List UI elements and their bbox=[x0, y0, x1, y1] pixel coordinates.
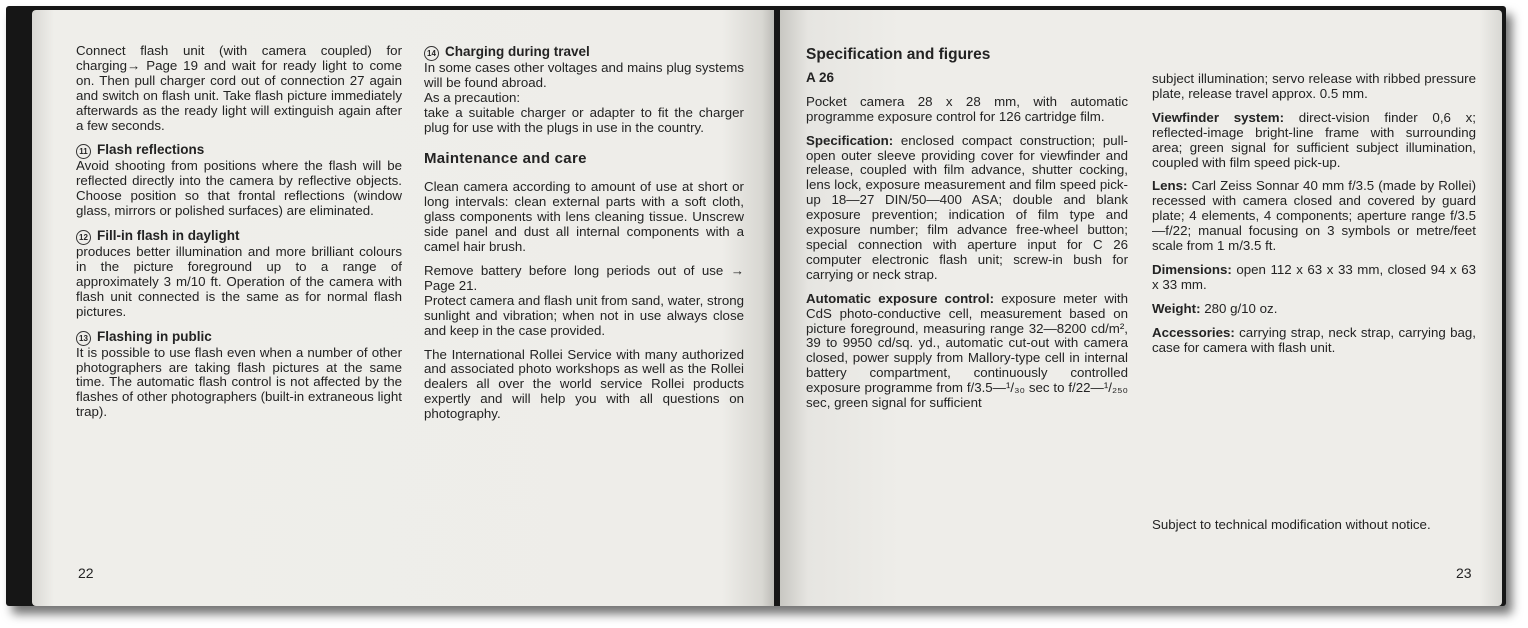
maintenance-paragraph-1: Clean camera according to amount of use at short or long intervals: clean external parts with a soft cloth, glass components with lens cleaning tissue. Unscrew side panel and dust all internal components with a camel hair brush. bbox=[424, 179, 744, 255]
spec-auto-exposure: Automatic exposure control: exposure meter with CdS photo-conductive cell, measurement based on picture foreground, measuring range 32—8200 cd/m², 39 to 9950 cd/sq. yd., automatic cut-out with camera closed, power supply from Mallory-type cell in internal battery compartment, continuously controlled exposure programme from f/3.5—¹/₃₀ sec to f/22—¹/₂₅₀ sec, green signal for sufficient bbox=[806, 290, 1129, 411]
left-page-column-1 bbox=[76, 44, 402, 429]
technical-notice: Subject to technical modification without notice. bbox=[1152, 517, 1431, 532]
spec-weight: Weight: 280 g/10 oz. bbox=[1152, 300, 1278, 316]
spec-viewfinder: Viewfinder system: direct-vision finder 0,6 x; reflected-image bright-line frame with surrounding area; green signal for sufficient subject illumination, coupled with film speed pick-up. bbox=[1152, 109, 1476, 170]
page-number-left: 22 bbox=[78, 565, 94, 581]
maintenance-protect-text: Protect camera and flash unit from sand, water, strong sunlight and vibration; when not in use always close and keep in the case provided. bbox=[424, 292, 744, 338]
fill-in-flash-text: produces better illumination and more brilliant colours in the picture foreground up to a range of approximately 3 m/10 ft. Operation of the camera with flash unit connected is the same as for normal flash pictures. bbox=[76, 244, 402, 319]
section-heading-charging-travel: 14 Charging during travel bbox=[424, 44, 744, 61]
right-page-notice-block bbox=[1152, 518, 1476, 542]
charging-precaution-label: As a precaution: bbox=[424, 89, 521, 105]
circled-number-13-icon: 13 bbox=[76, 331, 91, 346]
spec-continued: subject illumination; servo release with ribbed pressure plate, release travel approx. 0.5 mm. bbox=[1152, 71, 1476, 101]
flash-reflections-text: Avoid shooting from positions where the flash will be reflected directly into the camera by reflective objects. Choose position so that frontal reflections (window glass, mirrors or polished surfaces) are eliminated. bbox=[76, 158, 402, 219]
model-name: A 26 bbox=[806, 69, 835, 85]
flash-charging-intro: Connect flash unit (with camera coupled) for charging→ Page 19 and wait for ready light to come on. Then pull charger cord out of connection 27 again and switch on flash unit. Take flash picture immediately afterwards as the ready light will extinguish again after a few seconds. bbox=[76, 43, 402, 133]
page-number-right: 23 bbox=[1456, 565, 1472, 581]
right-page-column-1 bbox=[806, 48, 1128, 420]
left-page-column-2 bbox=[424, 44, 744, 431]
spec-specification: Specification: enclosed compact construction; pull-open outer sleeve providing cover for viewfinder and release, coupled with film advance, shutter cocking, lens lock, exposure measurement and film speed pick-up 18—27 DIN/50—400 ASA; double and blank exposure prevention; indication of film type and exposure number; film advance free-wheel button; special connection with aperture input for C 26 computer electronic flash unit; screw-in bush for carrying or neck strap. bbox=[806, 132, 1128, 282]
left-page bbox=[32, 10, 774, 606]
charging-travel-text: In some cases other voltages and mains plug systems will be found abroad. bbox=[424, 60, 744, 90]
book-scan bbox=[6, 6, 1506, 606]
flashing-in-public-text: It is possible to use flash even when a number of other photographers are taking flash pictures at the same time. The automatic flash control is not affected by the flashes of other photographers (built-in extraneous light trap). bbox=[76, 344, 402, 420]
maintenance-title: Maintenance and care bbox=[424, 149, 587, 167]
spec-intro: Pocket camera 28 x 28 mm, with automatic programme exposure control for 126 cartridge film. bbox=[806, 93, 1128, 124]
right-page-column-2 bbox=[1152, 72, 1476, 365]
circled-number-12-icon: 12 bbox=[76, 230, 91, 245]
section-heading-flashing-in-public: 13 Flashing in public bbox=[76, 329, 402, 346]
spec-accessories: Accessories: carrying strap, neck strap, carrying bag, case for camera with flash unit. bbox=[1152, 324, 1476, 355]
maintenance-service-text: The International Rollei Service with many authorized and associated photo workshops as well as the Rollei dealers all over the world service Rollei products expertly and will help you with all questions on photography. bbox=[424, 346, 744, 422]
section-heading-flash-reflections: 11 Flash reflections bbox=[76, 142, 402, 159]
right-page bbox=[780, 10, 1502, 606]
circled-number-14-icon: 14 bbox=[424, 46, 439, 61]
spec-dimensions: Dimensions: open 112 x 63 x 33 mm, closed 94 x 63 x 33 mm. bbox=[1152, 261, 1476, 292]
circled-number-11-icon: 11 bbox=[76, 144, 91, 159]
maintenance-battery-text: Remove battery before long periods out of use → Page 21. bbox=[424, 262, 744, 293]
charging-precaution-text: take a suitable charger or adapter to fit the charger plug for use with the plugs in use in the country. bbox=[424, 104, 744, 135]
spec-title: Specification and figures bbox=[806, 46, 991, 63]
spec-lens: Lens: Carl Zeiss Sonnar 40 mm f/3.5 (made by Rollei) recessed with camera closed and covered by guard plate; 4 elements, 4 components; aperture range f/3.5—f/22; manual focusing on 3 symbols or metre/feet scale from 1 m/3.5 ft. bbox=[1152, 178, 1476, 254]
section-heading-fill-in-flash: 12 Fill-in flash in daylight bbox=[76, 228, 402, 245]
